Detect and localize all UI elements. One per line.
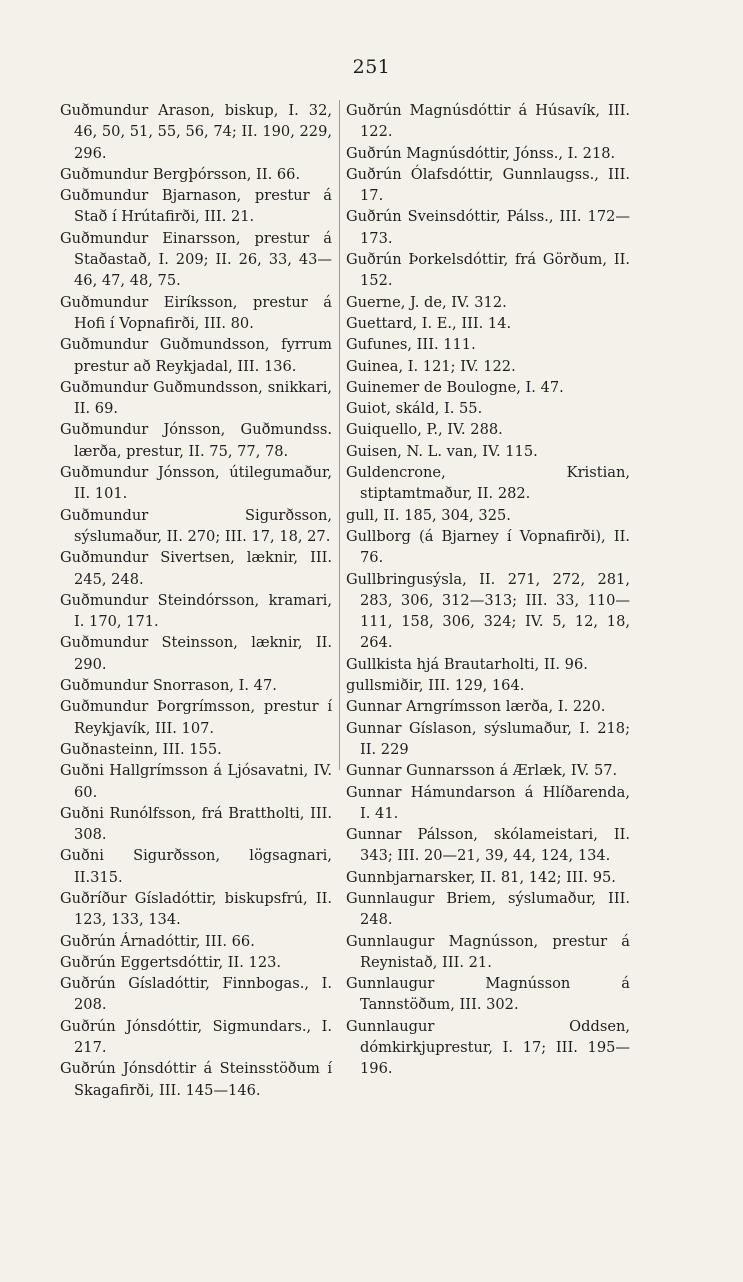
index-entry: Gullbringusýsla, II. 271, 272, 281, 283, 306, 312—313; III. 33, 110—111, 158, 306, 324; IV. 5, 12, 18, 264. — [346, 570, 630, 652]
index-entry: Gullkista hjá Brautarholti, II. 96. — [346, 655, 588, 673]
index-entry: Guðrún Þorkelsdóttir, frá Görðum, II. 152. — [346, 251, 630, 290]
index-entry: Guðrún Eggertsdóttir, II. 123. — [60, 953, 282, 971]
index-entry: Guðmundur Eiríksson, prestur á Hofi í Vopnafirði, III. 80. — [60, 293, 332, 332]
index-entry: Guettard, I. E., III. 14. — [346, 314, 512, 332]
index-entry: Guðrún Árnadóttir, III. 66. — [60, 932, 255, 950]
index-entry: Guiquello, P., IV. 288. — [346, 421, 503, 439]
index-entry: Guðmundur Guðmundsson, fyrrum prestur að Reykjadal, III. 136. — [60, 336, 332, 375]
index-entry: Gunnlaugur Briem, sýslumaður, III. 248. — [346, 889, 630, 929]
index-entry: Guðmundur Þorgrímsson, prestur í Reykjavík, III. 107. — [60, 698, 332, 737]
index-entry: Gunnar Gíslason, sýslumaður, I. 218; II. 229 — [346, 719, 630, 758]
index-entry: Guðmundur Bergþórsson, II. 66. — [60, 165, 301, 183]
index-entry: Guðmundur Einarsson, prestur á Staðastað, I. 209; II. 26, 33, 43—46, 47, 48, 75. — [60, 229, 332, 290]
index-entry: Guðnasteinn, III. 155. — [60, 740, 222, 758]
index-entry: Guðmundur Snorrason, I. 47. — [60, 677, 277, 695]
index-entry: Guðmundur Arason, biskup, I. 32, 46, 50, 51, 55, 56, 74; II. 190, 229, 296. — [60, 102, 332, 162]
index-entry: Gullborg (á Bjarney í Vopnafirði), II. 76. — [346, 527, 630, 567]
column-divider — [339, 100, 340, 770]
index-entry: Guðrún Magnúsdóttir, Jónss., I. 218. — [346, 144, 616, 162]
index-entry: Guðmundur Jónsson, Guðmundss. lærða, prestur, II. 75, 77, 78. — [60, 421, 332, 460]
index-entry: Guðrún Jónsdóttir, Sigmundars., I. 217. — [60, 1017, 332, 1057]
index-entry: Guðrún Sveinsdóttir, Pálss., III. 172—173. — [346, 208, 630, 247]
index-entry: Gunnlaugur Magnússon, prestur á Reynistað, III. 21. — [346, 932, 630, 971]
index-entry: Guisen, N. L. van, IV. 115. — [346, 442, 538, 460]
index-entry: Guðmundur Bjarnason, prestur á Stað í Hrútafirði, III. 21. — [60, 187, 332, 226]
index-entry: Gunnlaugur Oddsen, dómkirkjuprestur, I. 17; III. 195—196. — [346, 1017, 630, 1078]
index-entry: Gunnbjarnarsker, II. 81, 142; III. 95. — [346, 868, 616, 886]
index-entry: gull, II. 185, 304, 325. — [346, 506, 511, 524]
index-entry: Guðni Sigurðsson, lögsagnari, II.315. — [60, 847, 332, 886]
index-entry: Guðni Runólfsson, frá Brattholti, III. 308. — [60, 804, 332, 844]
blank-page-margin — [0, 790, 743, 1282]
index-entry: gullsmiðir, III. 129, 164. — [346, 677, 525, 695]
index-entry: Gunnar Arngrímsson lærða, I. 220. — [346, 698, 606, 716]
index-entry: Guerne, J. de, IV. 312. — [346, 293, 507, 311]
index-entry: Gunnar Gunnarsson á Ærlæk, IV. 57. — [346, 762, 618, 780]
index-entry: Gunnlaugur Magnússon á Tannstöðum, III. 302. — [346, 975, 630, 1014]
index-entry: Guðrún Magnúsdóttir á Húsavík, III. 122. — [346, 102, 630, 141]
index-entry: Guðmundur Guðmundsson, snikkari, II. 69. — [60, 378, 332, 418]
index-entry: Guðríður Gísladóttir, biskupsfrú, II. 123, 133, 134. — [60, 889, 332, 929]
index-entry: Guðmundur Steindórsson, kramari, I. 170, 171. — [60, 591, 332, 631]
index-entry: Guðrún Ólafsdóttir, Gunnlaugss., III. 17. — [346, 165, 630, 205]
index-entry: Guðmundur Steinsson, læknir, II. 290. — [60, 634, 332, 673]
index-entry: Guðrún Gísladóttir, Finnbogas., I. 208. — [60, 975, 332, 1014]
index-entry: Gufunes, III. 111. — [346, 336, 476, 354]
index-entry: Guðrún Jónsdóttir á Steinsstöðum í Skagafirði, III. 145—146. — [60, 1060, 332, 1099]
index-entry: Guldencrone, Kristian, stiptamtmaður, II. 282. — [346, 464, 630, 503]
index-entry: Guðmundur Jónsson, útilegumaður, II. 101. — [60, 464, 332, 503]
index-entry: Guðmundur Sivertsen, læknir, III. 245, 248. — [60, 549, 332, 588]
index-entry: Guinemer de Boulogne, I. 47. — [346, 378, 564, 396]
index-entry: Gunnar Hámundarson á Hlíðarenda, I. 41. — [346, 783, 630, 822]
index-entry: Guðmundur Sigurðsson, sýslumaður, II. 270; III. 17, 18, 27. — [60, 506, 332, 545]
index-entry: Guðni Hallgrímsson á Ljósavatni, IV. 60. — [60, 762, 332, 801]
index-entry: Guinea, I. 121; IV. 122. — [346, 357, 516, 375]
index-entry: Gunnar Pálsson, skólameistari, II. 343; III. 20—21, 39, 44, 124, 134. — [346, 826, 630, 865]
page-number: 251 — [352, 56, 391, 78]
index-entry: Guiot, skáld, I. 55. — [346, 400, 483, 418]
